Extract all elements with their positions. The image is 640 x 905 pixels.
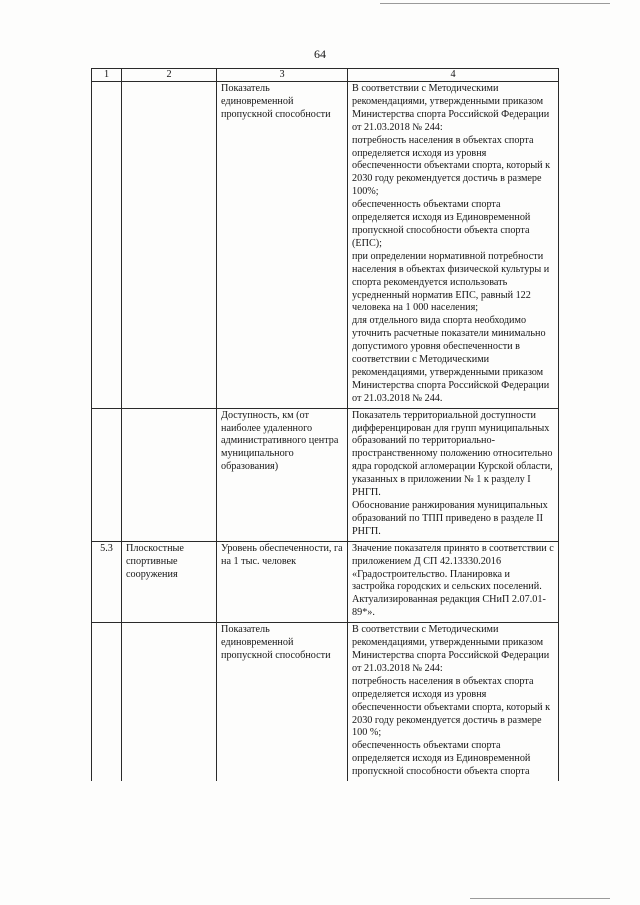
- cell-indicator: Показатель единовременной пропускной способности: [217, 82, 348, 409]
- table-row: [92, 541, 559, 622]
- cell-justification: [348, 623, 559, 781]
- justification-paragraph: В соответствии с Методическими рекомендациями, утвержденными приказом Министерства спорта Российской Федерации от 21.03.2018 № 244:: [352, 83, 550, 133]
- cell-justification: [348, 408, 559, 541]
- scan-artifact-bottom: [470, 898, 610, 899]
- cell-object-type: [122, 408, 217, 541]
- table-row: [92, 623, 559, 781]
- cell-object-type: [122, 82, 217, 409]
- cell-number: [92, 623, 122, 781]
- cell-object-type: [122, 623, 217, 781]
- cell-object-type: Плоскостные спортивные сооружения: [122, 541, 217, 622]
- cell-indicator: Доступность, км (от наиболее удаленного административного центра муниципального образования): [217, 408, 348, 541]
- table-row: [92, 82, 559, 409]
- cell-indicator: Показатель единовременной пропускной способности: [217, 623, 348, 781]
- justification-paragraph: Показатель территориальной доступности дифференцирован для групп муниципальных образований по территориально-пространственному положению относительно ядра городской агломерации Курской области, указанных в приложении № 1 к разделу I РНГП.: [352, 409, 553, 499]
- header-col-4: 4: [348, 69, 559, 82]
- cell-justification: [348, 541, 559, 622]
- justification-paragraph: Значение показателя принято в соответствии с приложением Д СП 42.13330.2016 «Градостроительство. Планировка и застройка городских и сельских поселений. Актуализированная редакция СНиП 2.07.01-89*».: [352, 542, 554, 619]
- justification-paragraph: обеспеченность объектами спорта определяется исходя из Единовременной пропускной способности объекта спорта: [352, 740, 531, 778]
- cell-number: [92, 82, 122, 409]
- header-col-1: 1: [92, 69, 122, 82]
- justification-paragraph: для отдельного вида спорта необходимо уточнить расчетные показатели минимально допустимого уровня обеспеченности в соответствии с Методическими рекомендациями, утвержденными приказом Министерства спорта Российской Федерации от 21.03.2018 № 244.: [352, 315, 550, 404]
- scan-artifact-top: [380, 3, 610, 4]
- justification-paragraph: обеспеченность объектами спорта определяется исходя из Единовременной пропускной способности объекта спорта (ЕПС);: [352, 199, 531, 249]
- justification-paragraph: В соответствии с Методическими рекомендациями, утвержденными приказом Министерства спорта Российской Федерации от 21.03.2018 № 244:: [352, 624, 550, 674]
- justification-paragraph: при определении нормативной потребности населения в объектах физической культуры и спорта рекомендуется использовать усредненный норматив ЕПС, равный 122 человека на 1 000 населения;: [352, 250, 550, 314]
- table-row: [92, 408, 559, 541]
- justification-paragraph: потребность населения в объектах спорта определяется исходя из уровня обеспеченности объектами спорта, который к 2030 году рекомендуется достичь в размере 100 %;: [352, 675, 551, 739]
- document-table: [91, 68, 559, 781]
- header-col-2: 2: [122, 69, 217, 82]
- page-number: 64: [314, 47, 326, 61]
- justification-paragraph: Обоснование ранжирования муниципальных образований по ТПП приведено в разделе II РНГП.: [352, 500, 548, 537]
- cell-indicator: Уровень обеспеченности, га на 1 тыс. человек: [217, 541, 348, 622]
- justification-paragraph: потребность населения в объектах спорта определяется исходя из уровня обеспеченности объектами спорта, который к 2030 году рекомендуется достичь в размере 100%;: [352, 134, 551, 198]
- cell-number: [92, 408, 122, 541]
- cell-number: 5.3: [92, 541, 122, 622]
- header-col-3: 3: [217, 69, 348, 82]
- table-header-row: [92, 69, 559, 82]
- cell-justification: [348, 82, 559, 409]
